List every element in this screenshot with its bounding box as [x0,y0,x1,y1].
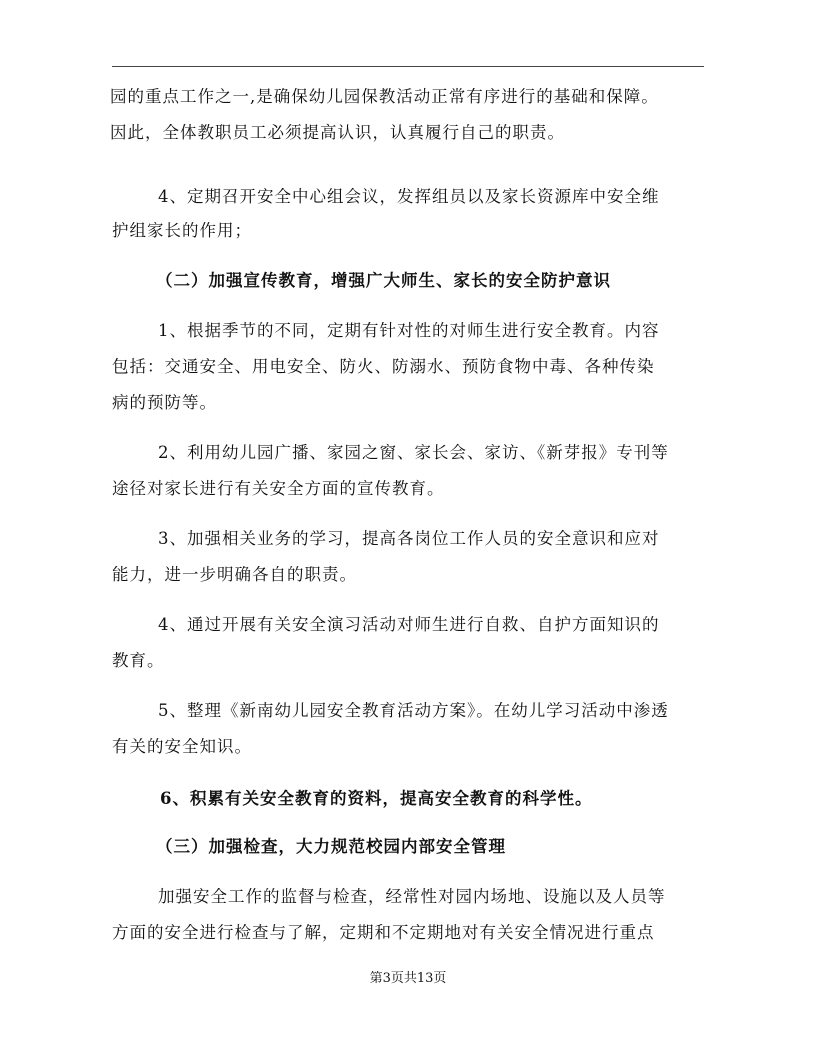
paragraph-line: 护组家长的作用； [112,221,252,240]
paragraph-line: 病的预防等。 [112,393,217,412]
paragraph-line: 3、加强相关业务的学习，提高各岗位工作人员的安全意识和应对 [158,529,660,548]
paragraph-line: 4、定期召开安全中心组会议，发挥组员以及家长资源库中安全维 [158,187,660,206]
paragraph-line: 方面的安全进行检查与了解，定期和不定期地对有关安全情况进行重点 [112,923,655,942]
paragraph-line: 4、通过开展有关安全演习活动对师生进行自救、自护方面知识的 [158,615,660,634]
header-rule [112,66,704,67]
paragraph-line: 包括：交通安全、用电安全、防火、防溺水、预防食物中毒、各种传染 [112,357,655,376]
page-number: 第3页共13页 [369,971,447,986]
paragraph-line: 有关的安全知识。 [112,737,252,756]
section-heading: （三）加强检查，大力规范校园内部安全管理 [156,837,506,856]
paragraph-line: 园的重点工作之一,是确保幼儿园保教活动正常有序进行的基础和保障。 [110,87,659,106]
paragraph-line: 加强安全工作的监督与检查，经常性对园内场地、设施以及人员等 [158,887,666,906]
paragraph-line: 1、根据季节的不同，定期有针对性的对师生进行安全教育。内容 [158,321,660,340]
paragraph-line: 途径对家长进行有关安全方面的宣传教育。 [112,479,445,498]
paragraph-line: 教育。 [112,651,165,670]
paragraph-line: 2、利用幼儿园广播、家园之窗、家长会、家访、《新芽报》专刊等 [158,443,669,462]
bold-paragraph: 6、积累有关安全教育的资料，提高安全教育的科学性。 [160,789,593,808]
paragraph-line: 5、整理《新南幼儿园安全教育活动方案》。在幼儿学习活动中渗透 [158,701,669,720]
section-heading: （二）加强宣传教育，增强广大师生、家长的安全防护意识 [156,271,611,290]
paragraph-line: 因此，全体教职员工必须提高认识，认真履行自己的职责。 [110,123,565,142]
paragraph-line: 能力，进一步明确各自的职责。 [112,565,357,584]
